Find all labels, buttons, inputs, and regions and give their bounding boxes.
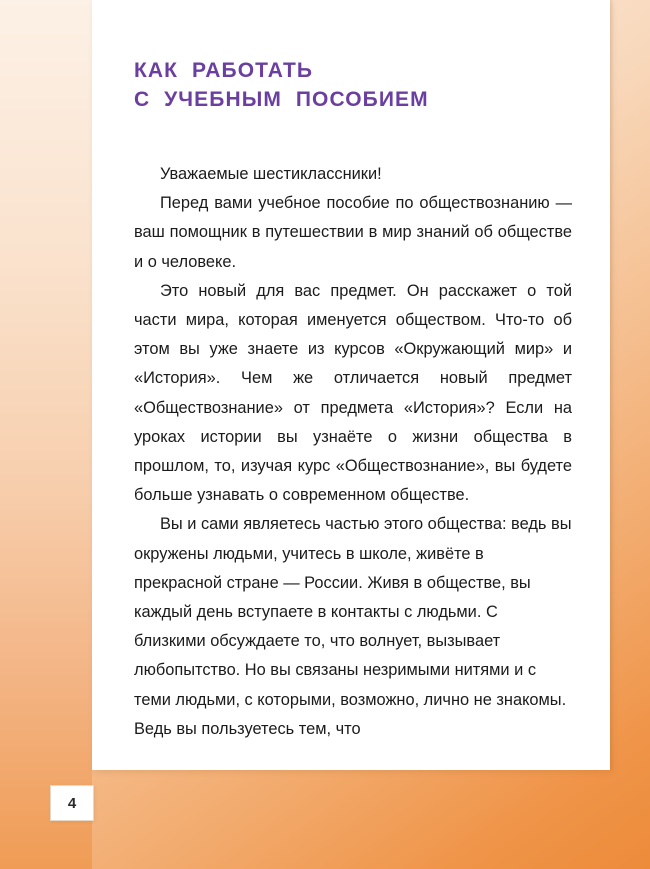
paragraph-1: Уважаемые шестиклассники! xyxy=(160,165,382,183)
paragraph-4: Вы и сами являетесь частью этого общества: ведь вы окружены людьми, учитесь в школе, живёте в прекрасной стране — России. Живя в обществе, вы каждый день вступаете в контакты с людьми. С близкими обсуждаете то, что волнует, вызывает любопытство. Но вы связаны незримыми нитями и с теми людьми, с которыми, возможно, лично не знакомы. Ведь вы пользуетесь тем, что xyxy=(134,515,572,738)
paragraph-2: Перед вами учебное пособие по обществознанию — ваш помощник в путешествии в мир знаний об обществе и о человеке. xyxy=(134,194,572,271)
content-sheet xyxy=(92,0,610,770)
page-title xyxy=(134,56,574,114)
paragraph-3: Это новый для вас предмет. Он расскажет о той части мира, которая именуется обществом. Что-то об этом вы уже знаете из курсов «Окружающий мир» и «История». Чем же отличается новый предмет «Обществознание» от предмета «История»? Если на уроках истории вы узнаёте о жизни общества в прошлом, то, изучая курс «Обществознание», вы будете больше узнавать о современном обществе. xyxy=(134,281,572,505)
body-text xyxy=(134,160,572,744)
page-title-line-1: КАК РАБОТАТЬ xyxy=(134,59,314,82)
content-sheet-inner xyxy=(114,0,588,770)
sheet-edge-shadow xyxy=(610,0,614,770)
page-title-line-2: С УЧЕБНЫМ ПОСОБИЕМ xyxy=(134,88,429,111)
page-number: 4 xyxy=(50,785,94,821)
page-left-margin-strip xyxy=(0,0,92,869)
